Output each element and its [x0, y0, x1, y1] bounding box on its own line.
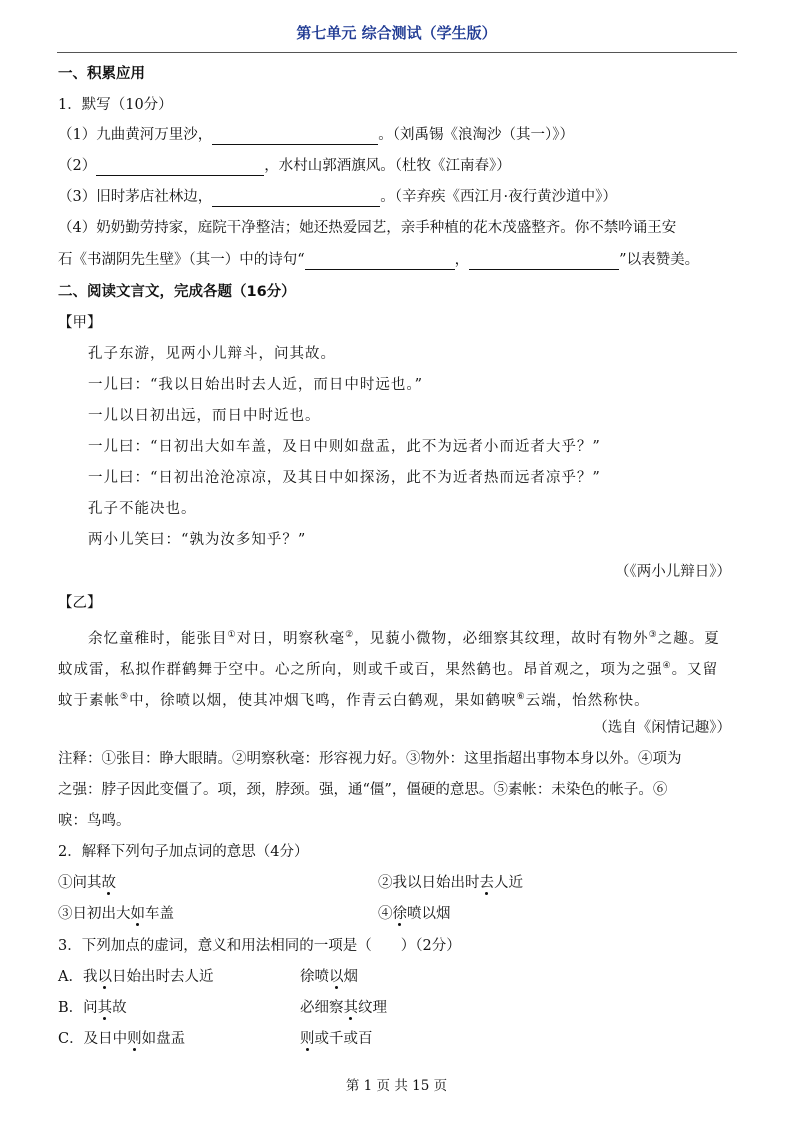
- question-1-item-4-line-2: 石《书湖阴先生壁》（其一）中的诗句“ ， ”以表赞美。: [58, 252, 700, 268]
- dotted-word: 其: [97, 1000, 113, 1016]
- question-2-option-1: ①问其故: [58, 875, 116, 891]
- question-2-option-3: ③日初出大如车盖: [58, 906, 174, 922]
- notes-line: 注释：①张目：睁大眼睛。②明察秋毫：形容视力好。③物外：这里指超出事物本身以外。④项为: [58, 751, 682, 767]
- page-footer: 第 1 页 共 15 页: [345, 1078, 448, 1094]
- question-2-title: 2．解释下列句子加点词的意思（4分）: [58, 844, 309, 860]
- question-3-option-b-left: B．问其故: [58, 1000, 127, 1016]
- answer-blank[interactable]: [96, 159, 264, 176]
- question-1-title: 1．默写（10分）: [58, 97, 173, 113]
- question-1-item-3: （3）旧时茅店社林边， 。（辛弃疾《西江月·夜行黄沙道中》）: [58, 189, 617, 205]
- dotted-word: 则: [127, 1031, 142, 1047]
- question-3-option-b-right: 必细察其纹理: [300, 1000, 387, 1016]
- dotted-word: 徐: [392, 906, 407, 922]
- question-3-option-c-right: 则或千或百: [300, 1031, 373, 1047]
- answer-blank[interactable]: [305, 253, 455, 270]
- passage-jia-line: 孔子不能决也。: [88, 501, 197, 517]
- question-2-option-4: ④徐喷以烟: [378, 906, 451, 922]
- header-divider: [57, 52, 737, 53]
- notes-line: 唳：鸟鸣。: [58, 813, 131, 829]
- passage-jia-line: 两小儿笑曰：“孰为汝多知乎？”: [88, 532, 307, 548]
- dotted-word: 以: [97, 969, 112, 985]
- passage-yi-label: 【乙】: [58, 595, 102, 611]
- dotted-word: 其: [343, 1000, 358, 1016]
- question-3-option-c-left: C．及日中则如盘盂: [58, 1031, 186, 1047]
- question-3-option-a-right: 徐喷以烟: [300, 969, 358, 985]
- answer-blank[interactable]: [212, 128, 378, 145]
- dotted-word: 去: [479, 875, 494, 891]
- question-1-item-1: （1）九曲黄河万里沙， 。（刘禹锡《浪淘沙（其一）》）: [58, 127, 574, 143]
- passage-jia-line: 一儿以日初出远，而日中时近也。: [88, 408, 321, 424]
- answer-blank[interactable]: [212, 190, 380, 207]
- dotted-word: 如: [130, 906, 145, 922]
- question-1-item-2: （2） ，水村山郭酒旗风。（杜牧《江南春》）: [58, 158, 511, 174]
- question-2-option-2: ②我以日始出时去人近: [378, 875, 523, 891]
- dotted-word: 以: [329, 969, 344, 985]
- passage-yi-line-3: 蚊于素帐⑤中，徐喷以烟，使其冲烟飞鸣，作青云白鹤观，果如鹤唳⑥云端，怡然称快。: [58, 692, 650, 709]
- passage-jia-source: （《两小儿辩日》）: [615, 564, 731, 580]
- question-3-option-a-left: A．我以日始出时去人近: [58, 969, 214, 985]
- passage-jia-label: 【甲】: [58, 315, 102, 331]
- section-1-title: 一、积累应用: [58, 66, 145, 82]
- passage-yi-line-1: 余忆童稚时，能张目①对日，明察秋毫②，见藐小微物，必细察其纹理，故时有物外③之趣。夏: [88, 630, 720, 647]
- passage-yi-source: （选自《闲情记趣》）: [593, 720, 731, 736]
- dotted-word: 则: [300, 1031, 315, 1047]
- dotted-word: 故: [101, 875, 116, 891]
- passage-jia-line: 孔子东游，见两小儿辩斗，问其故。: [88, 346, 336, 362]
- passage-jia-line: 一儿曰：“日初出沧沧凉凉，及其日中如探汤，此不为近者热而远者凉乎？”: [88, 470, 601, 486]
- question-1-item-4-line-1: （4）奶奶勤劳持家，庭院干净整洁；她还热爱园艺，亲手种植的花木茂盛整齐。你不禁吟诵王安: [58, 220, 677, 236]
- answer-blank[interactable]: [469, 253, 619, 270]
- passage-jia-line: 一儿曰：“我以日始出时去人近，而日中时远也。”: [88, 377, 424, 393]
- section-2-title: 二、阅读文言文，完成各题（16分）: [58, 284, 296, 300]
- notes-line: 之强：脖子因此变僵了。项，颈，脖颈。强，通“僵”，僵硬的意思。⑤素帐：未染色的帐子。⑥: [58, 782, 668, 798]
- question-3-title: 3．下列加点的虚词，意义和用法相同的一项是（ ）（2分）: [58, 938, 461, 954]
- page-header-title: 第七单元 综合测试（学生版）: [296, 24, 497, 42]
- passage-jia-line: 一儿曰：“日初出大如车盖，及日中则如盘盂，此不为远者小而近者大乎？”: [88, 439, 601, 455]
- passage-yi-line-2: 蚊成雷，私拟作群鹤舞于空中。心之所向，则或千或百，果然鹤也。昂首观之，项为之强④。又留: [58, 661, 719, 678]
